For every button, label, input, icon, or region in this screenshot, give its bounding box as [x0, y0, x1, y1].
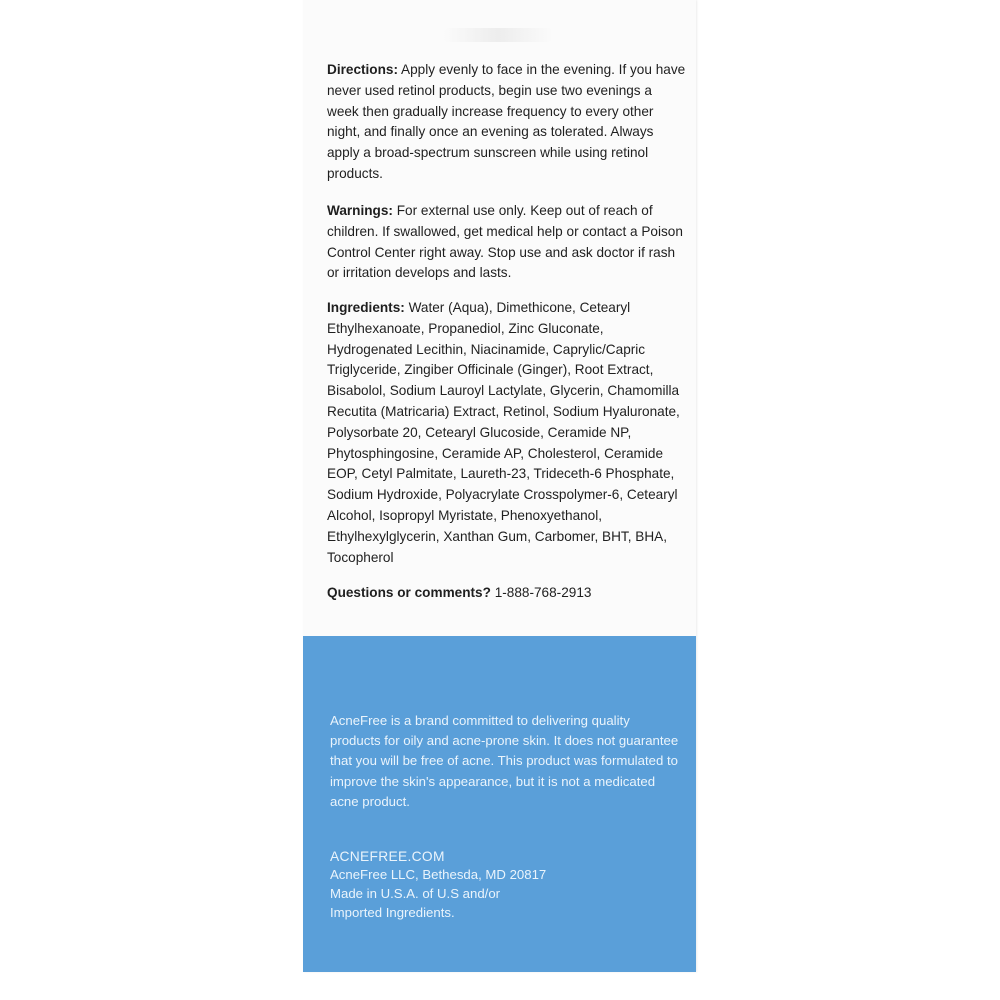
brand-info-section [303, 636, 696, 972]
warnings-text: For external use only. Keep out of reach of children. If swallowed, get medical help or contact a Poison Control Center right away. Stop use and ask doctor if rash or irritation develops and lasts. [327, 203, 683, 281]
questions-phone: 1-888-768-2913 [490, 585, 592, 600]
faded-print-mark [443, 28, 553, 42]
questions-label: Questions or comments? [327, 585, 491, 600]
warnings-label: Warnings: [327, 203, 393, 218]
footer-origin-line-1: Made in U.S.A. of U.S and/or [330, 886, 501, 901]
brand-disclaimer: AcneFree is a brand committed to delivering quality products for oily and acne-prone skin. It does not guarantee that you will be free of acne. This product was formulated to improve the skin's appearance, but it is not a medicated acne product. [330, 713, 679, 809]
ingredients-paragraph [327, 298, 687, 568]
ingredients-label: Ingredients: [327, 300, 405, 315]
footer-website: ACNEFREE.COM [330, 849, 445, 864]
questions-paragraph [327, 583, 687, 604]
footer-origin-line-2: Imported Ingredients. [330, 905, 455, 920]
product-box-panel [303, 0, 696, 972]
directions-paragraph [327, 60, 687, 185]
ingredients-text: Water (Aqua), Dimethicone, Cetearyl Ethylhexanoate, Propanediol, Zinc Gluconate, Hydrogenated Lecithin, Niacinamide, Caprylic/Capric Triglyceride, Zingiber Officinale (Ginger), Root Extract, Bisabolol, Sodium Lauroyl Lactylate, Glycerin, Chamomilla Recutita (Matricaria) Extract, Retinol, Sodium Hyaluronate, Polysorbate 20, Cetearyl Glucoside, Ceramide NP, Phytosphingosine, Ceramide AP, Cholesterol, Ceramide EOP, Cetyl Palmitate, Laureth-23, Trideceth-6 Phosphate, Sodium Hydroxide, Polyacrylate Crosspolymer-6, Cetearyl Alcohol, Isopropyl Myristate, Phenoxyethanol, Ethylhexylglycerin, Xanthan Gum, Carbomer, BHT, BHA, Tocopherol [327, 300, 680, 565]
directions-label: Directions: [327, 62, 399, 77]
label-info-section [303, 0, 696, 636]
warnings-paragraph [327, 201, 687, 284]
directions-text: Apply evenly to face in the evening. If you have never used retinol products, begin use two evenings a week then gradually increase frequency to every other night, and finally once an evening as tolerated. Always apply a broad-spectrum sunscreen while using retinol products. [327, 62, 686, 181]
footer-company-address: AcneFree LLC, Bethesda, MD 20817 [330, 867, 547, 882]
